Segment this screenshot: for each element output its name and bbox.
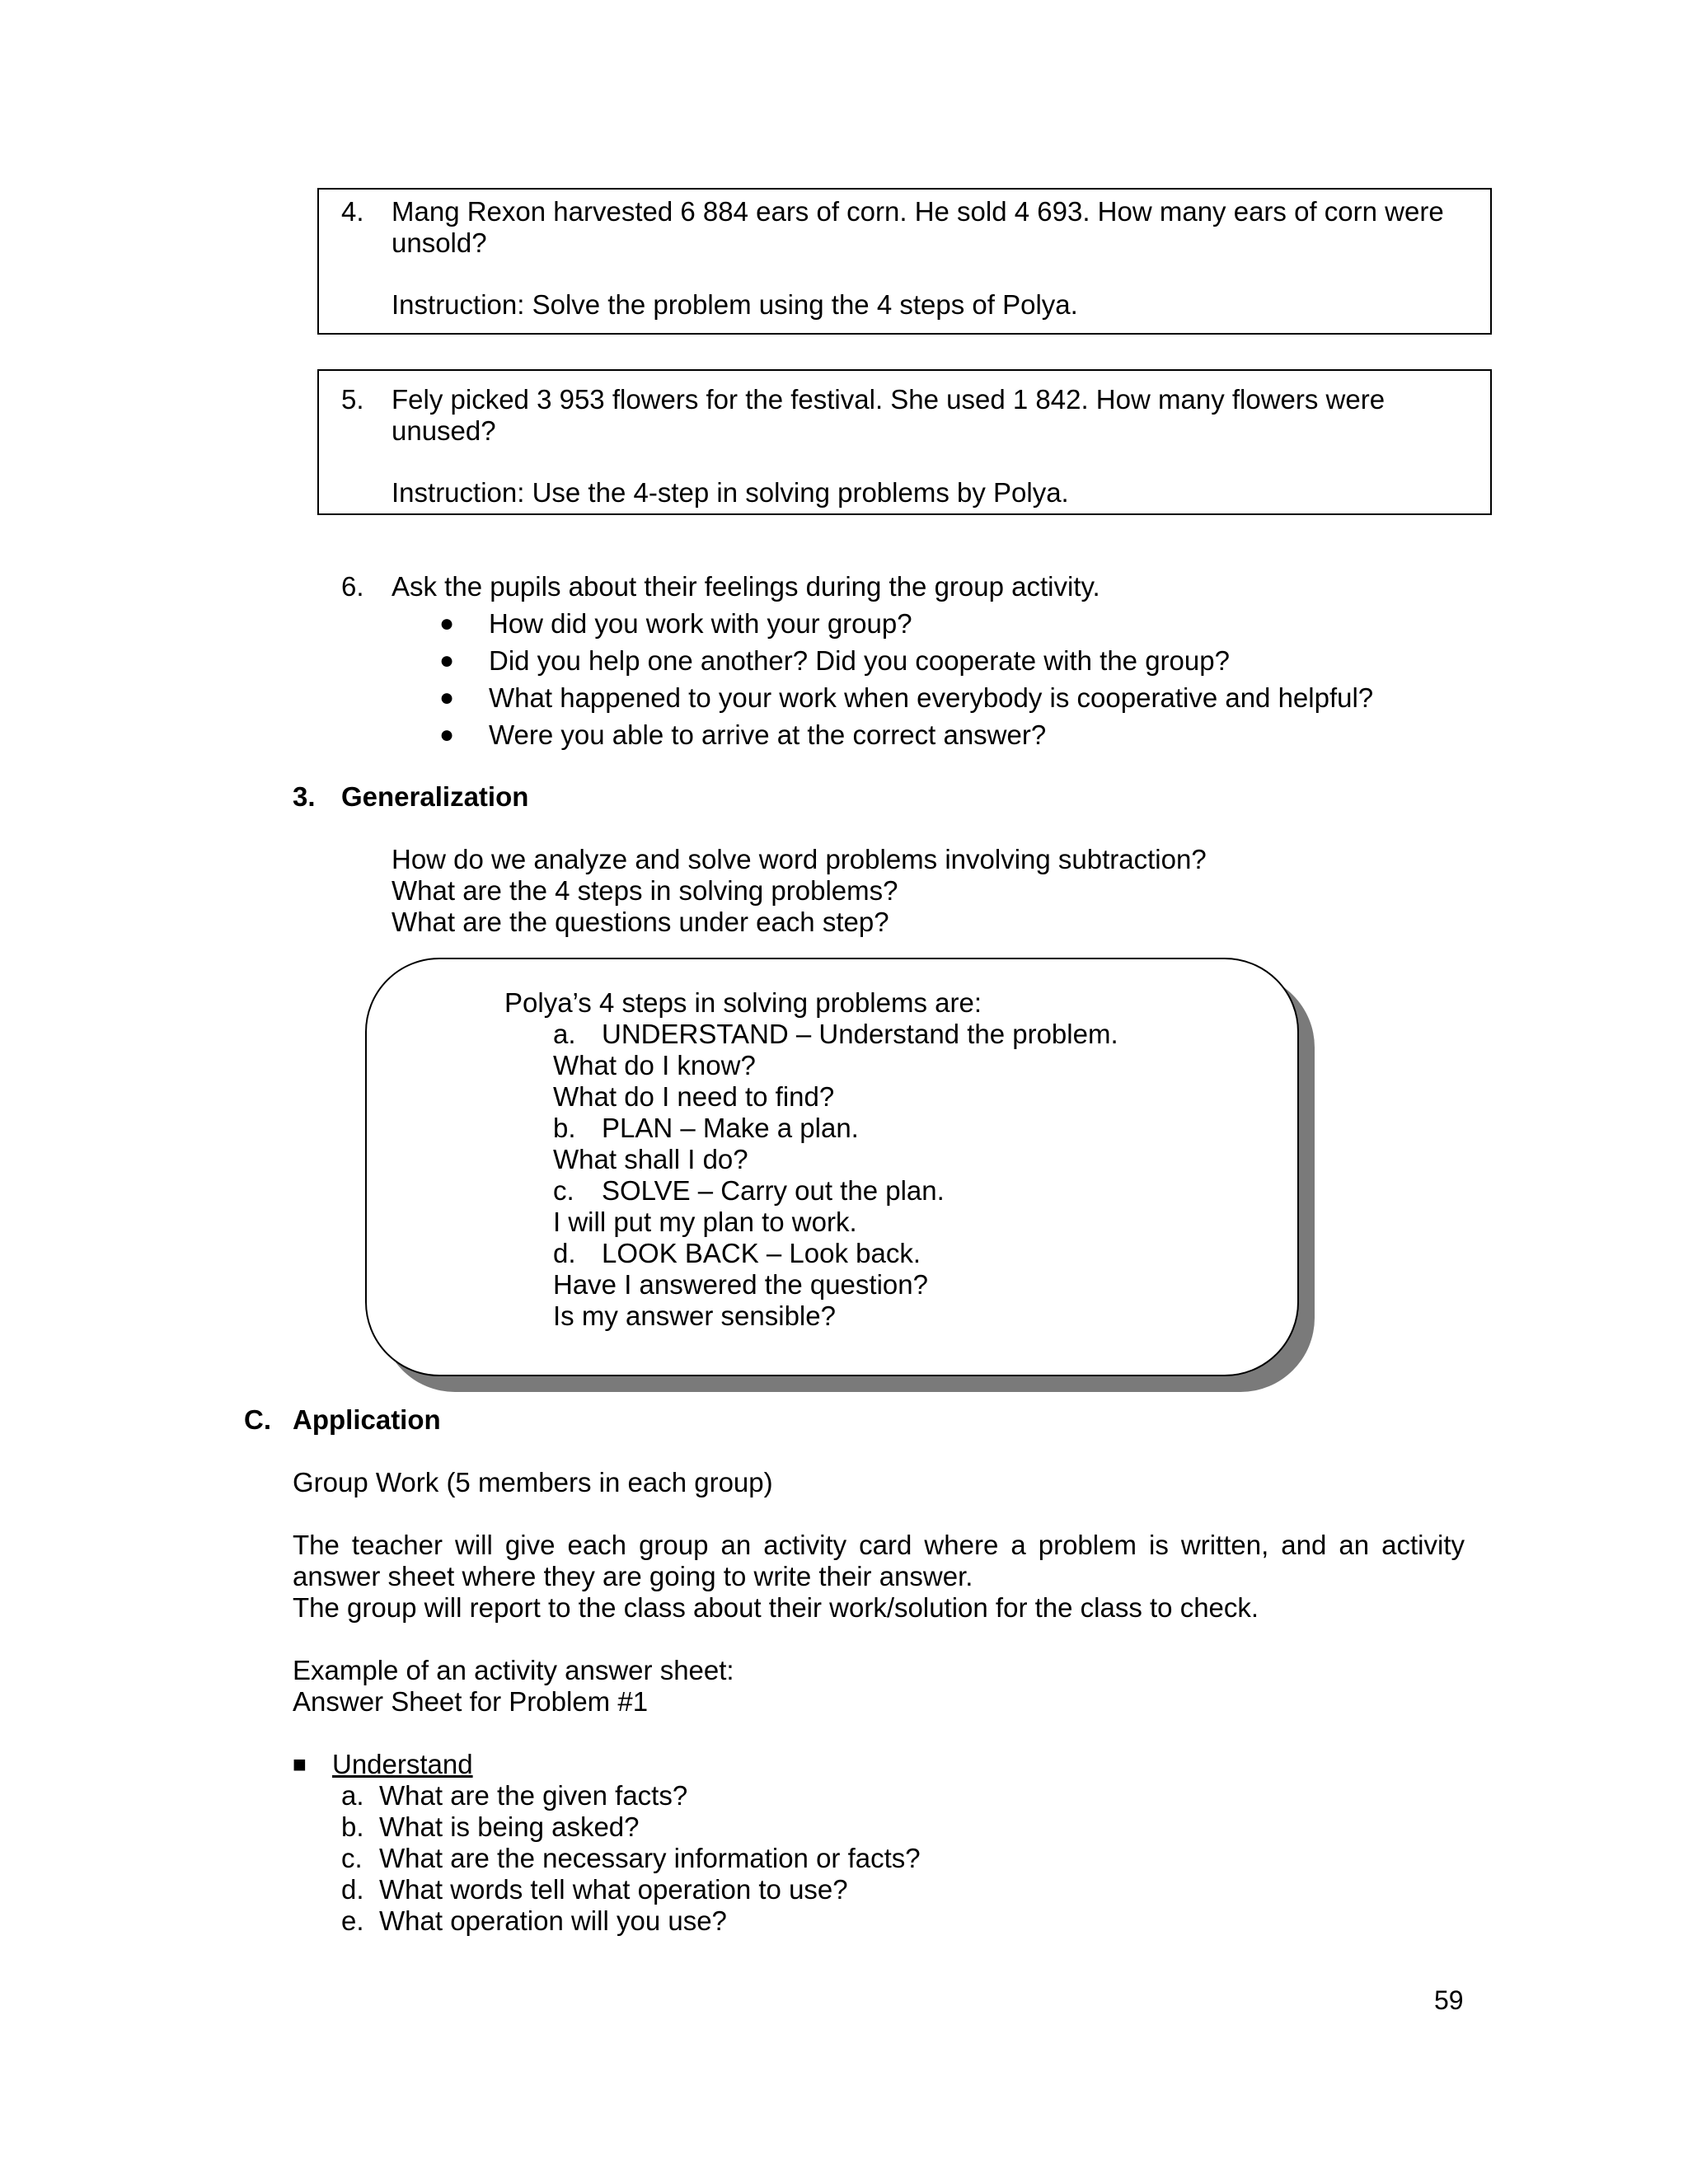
polya-line-label: a. — [553, 1019, 576, 1049]
generalization-number: 3. — [293, 781, 316, 812]
page-number: 59 — [1434, 1985, 1464, 2015]
item-6-bullet-2: Did you help one another? Did you cooperate with the group? — [489, 645, 1230, 676]
item-6-bullet-3: What happened to your work when everybody is cooperative and helpful? — [489, 682, 1374, 713]
answer-sheet-label: Answer Sheet for Problem #1 — [293, 1686, 649, 1717]
application-letter: C. — [244, 1404, 271, 1435]
problem-5-number: 5. — [341, 384, 364, 415]
polya-line: Is my answer sensible? — [553, 1301, 836, 1331]
polya-line-label: c. — [553, 1175, 574, 1206]
polya-line: What shall I do? — [553, 1144, 748, 1174]
understand-item: What are the necessary information or facts? — [379, 1843, 921, 1873]
generalization-question-2: What are the 4 steps in solving problems? — [392, 875, 898, 906]
generalization-question-1: How do we analyze and solve word problems involving subtraction? — [392, 844, 1207, 874]
problem-5-line2: unused? — [392, 415, 496, 446]
understand-item-label: c. — [341, 1843, 363, 1873]
problem-4-instruction: Instruction: Solve the problem using the 4 steps of Polya. — [392, 289, 1078, 320]
item-6-bullet-1: How did you work with your group? — [489, 608, 912, 639]
bullet-icon: ● — [439, 684, 455, 711]
polya-line: What do I know? — [553, 1050, 756, 1080]
application-heading: Application — [293, 1404, 441, 1435]
generalization-question-3: What are the questions under each step? — [392, 907, 889, 937]
polya-line: SOLVE – Carry out the plan. — [602, 1175, 945, 1206]
understand-item: What is being asked? — [379, 1811, 640, 1842]
group-work-text: Group Work (5 members in each group) — [293, 1467, 773, 1497]
polya-line: I will put my plan to work. — [553, 1207, 857, 1237]
generalization-heading: Generalization — [341, 781, 529, 812]
understand-heading: Understand — [332, 1749, 473, 1779]
problem-4-line2: unsold? — [392, 227, 487, 258]
example-label: Example of an activity answer sheet: — [293, 1655, 734, 1685]
item-6-text: Ask the pupils about their feelings during the group activity. — [392, 571, 1100, 602]
application-paragraph-2: The group will report to the class about their work/solution for the class to check. — [293, 1592, 1259, 1623]
polya-line-label: d. — [553, 1238, 576, 1268]
application-paragraph-1-line-1: The teacher will give each group an activity card where a problem is written, and an activity — [293, 1530, 1465, 1560]
application-paragraph-1-line-2: answer sheet where they are going to write their answer. — [293, 1561, 973, 1591]
problem-4-line1: Mang Rexon harvested 6 884 ears of corn. He sold 4 693. How many ears of corn were — [392, 196, 1444, 227]
polya-line: What do I need to find? — [553, 1081, 835, 1112]
understand-item: What words tell what operation to use? — [379, 1874, 848, 1905]
polya-line: PLAN – Make a plan. — [602, 1113, 859, 1143]
square-bullet-icon: ■ — [293, 1751, 307, 1777]
item-6-bullet-4: Were you able to arrive at the correct answer? — [489, 719, 1047, 750]
problem-4-number: 4. — [341, 196, 364, 227]
polya-line-label: b. — [553, 1113, 576, 1143]
problem-5-instruction: Instruction: Use the 4-step in solving problems by Polya. — [392, 477, 1069, 508]
understand-item: What are the given facts? — [379, 1780, 688, 1811]
polya-line: UNDERSTAND – Understand the problem. — [602, 1019, 1118, 1049]
polya-line: LOOK BACK – Look back. — [602, 1238, 921, 1268]
understand-item-label: a. — [341, 1780, 364, 1811]
polya-line: Have I answered the question? — [553, 1269, 928, 1300]
bullet-icon: ● — [439, 610, 455, 637]
item-6-number: 6. — [341, 571, 364, 602]
understand-item-label: d. — [341, 1874, 364, 1905]
understand-item: What operation will you use? — [379, 1905, 727, 1936]
problem-5-line1: Fely picked 3 953 flowers for the festival. She used 1 842. How many flowers were — [392, 384, 1386, 415]
understand-item-label: e. — [341, 1905, 364, 1936]
understand-item-label: b. — [341, 1811, 364, 1842]
polya-title: Polya’s 4 steps in solving problems are: — [504, 987, 982, 1018]
bullet-icon: ● — [439, 647, 455, 674]
bullet-icon: ● — [439, 721, 455, 748]
